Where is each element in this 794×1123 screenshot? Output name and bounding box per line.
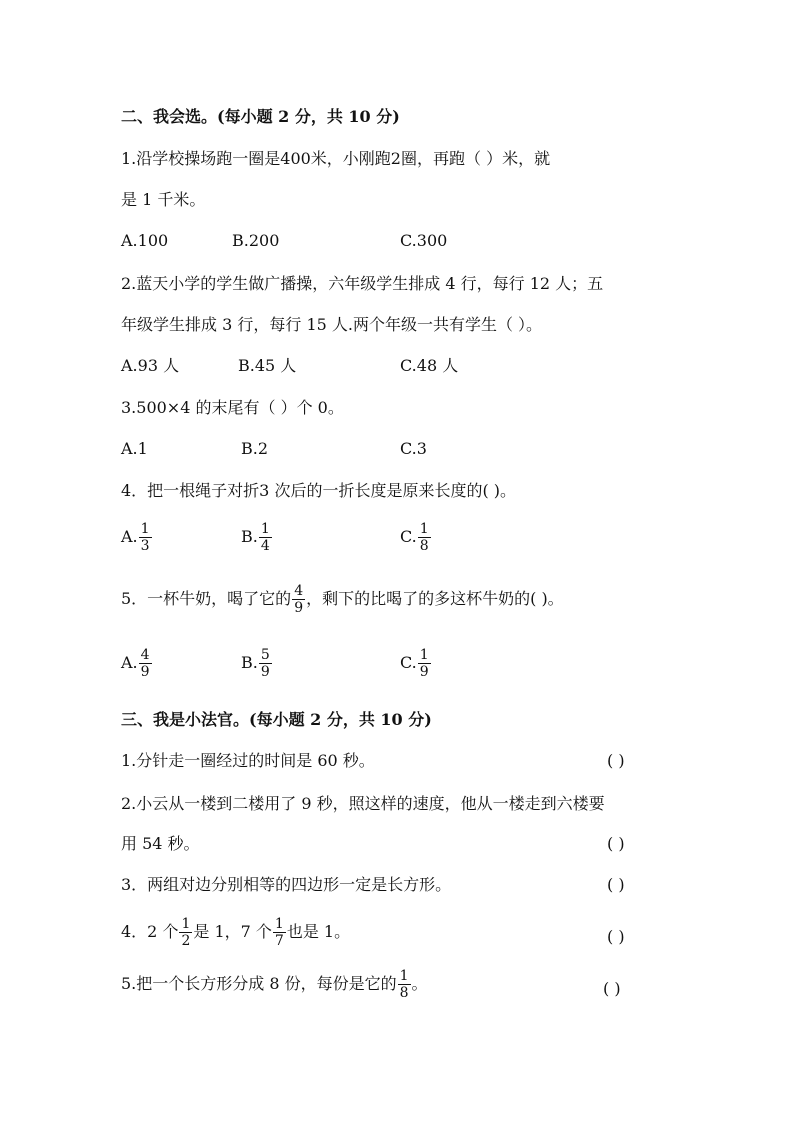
- judge-q1-text: 1.分针走一圈经过的时间是 60 秒。: [121, 751, 375, 770]
- q1-line2: 是 1 千米。: [121, 190, 206, 209]
- answer-parentheses[interactable]: ( ): [607, 875, 625, 894]
- q1-line1: 1.沿学校操场跑一圈是400米，小刚跑2圈，再跑（ ）米，就: [121, 149, 551, 168]
- fraction: $\frac{1}{3}$: [140, 521, 150, 554]
- fraction: $\frac{1}{2}$: [181, 916, 191, 949]
- answer-parentheses[interactable]: ( ): [603, 979, 621, 998]
- q2-option-c: C.48 人: [400, 356, 459, 375]
- judge-q5-text: 5.把一个长方形分成 8 份，每份是它的 $\frac{1}{8}$ 。: [121, 968, 428, 1001]
- q4-option-b-prefix: B.: [241, 527, 258, 546]
- q2-option-b: B.45 人: [238, 356, 297, 375]
- fraction: $\frac{1}{8}$: [399, 968, 409, 1001]
- q4-option-a: [121, 522, 153, 553]
- fraction: $\frac{1}{8}$: [419, 521, 429, 554]
- q4-option-c-prefix: C.: [400, 527, 417, 546]
- judge-q2-line1: 2.小云从一楼到二楼用了 9 秒，照这样的速度，他从一楼走到六楼要: [121, 794, 605, 813]
- q1-option-c: C.300: [400, 231, 448, 250]
- q3-option-b: B.2: [241, 439, 269, 458]
- fraction: $\frac{5}{9}$: [260, 647, 270, 680]
- q4-option-b: [241, 522, 273, 553]
- answer-parentheses[interactable]: ( ): [607, 834, 625, 853]
- q2-line2: 年级学生排成 3 行，每行 15 人.两个年级一共有学生（ ）。: [121, 315, 543, 334]
- answer-parentheses[interactable]: ( ): [607, 927, 625, 946]
- answer-parentheses[interactable]: ( ): [607, 751, 625, 770]
- judge-q3-text: 3．两组对边分别相等的四边形一定是长方形。: [121, 875, 452, 894]
- fraction: $\frac{1}{4}$: [260, 521, 270, 554]
- judge-q2-line2: 用 54 秒。: [121, 834, 200, 853]
- q5-text: 5．一杯牛奶，喝了它的 $\frac{4}{9}$ ，剩下的比喝了的多这杯牛奶的( )。: [121, 583, 564, 616]
- fraction: $\frac{1}{7}$: [274, 916, 284, 949]
- judge-q4-text: 4．2 个 $\frac{1}{2}$ 是 1，7 个 $\frac{1}{7}$ 也是 1。: [121, 916, 351, 949]
- q5-option-a: A. $\frac{4}{9}$: [121, 647, 150, 680]
- q5-option-c: C. $\frac{1}{9}$: [400, 647, 429, 680]
- q5-option-b: B. $\frac{5}{9}$: [241, 647, 270, 680]
- fraction: $\frac{4}{9}$: [294, 583, 304, 616]
- q3-option-c: C.3: [400, 439, 427, 458]
- q1-option-a: A.100: [121, 231, 169, 250]
- section3-heading: 三、我是小法官。(每小题 2 分，共 10 分): [121, 710, 432, 729]
- q1-option-b: B.200: [232, 231, 280, 250]
- q2-option-a: A.93 人: [121, 356, 180, 375]
- fraction: $\frac{4}{9}$: [140, 647, 150, 680]
- q3-text: 3.500×4 的末尾有（ ）个 0。: [121, 398, 344, 417]
- q4-option-c: [400, 522, 432, 553]
- q4-option-a-prefix: A.: [121, 527, 138, 546]
- q3-option-a: A.1: [121, 439, 148, 458]
- fraction: $\frac{1}{9}$: [419, 647, 429, 680]
- q2-line1: 2.蓝天小学的学生做广播操，六年级学生排成 4 行，每行 12 人；五: [121, 274, 604, 293]
- section2-heading: 二、我会选。(每小题 2 分，共 10 分): [121, 107, 400, 126]
- q4-text: 4．把一根绳子对折3 次后的一折长度是原来长度的( )。: [121, 481, 517, 500]
